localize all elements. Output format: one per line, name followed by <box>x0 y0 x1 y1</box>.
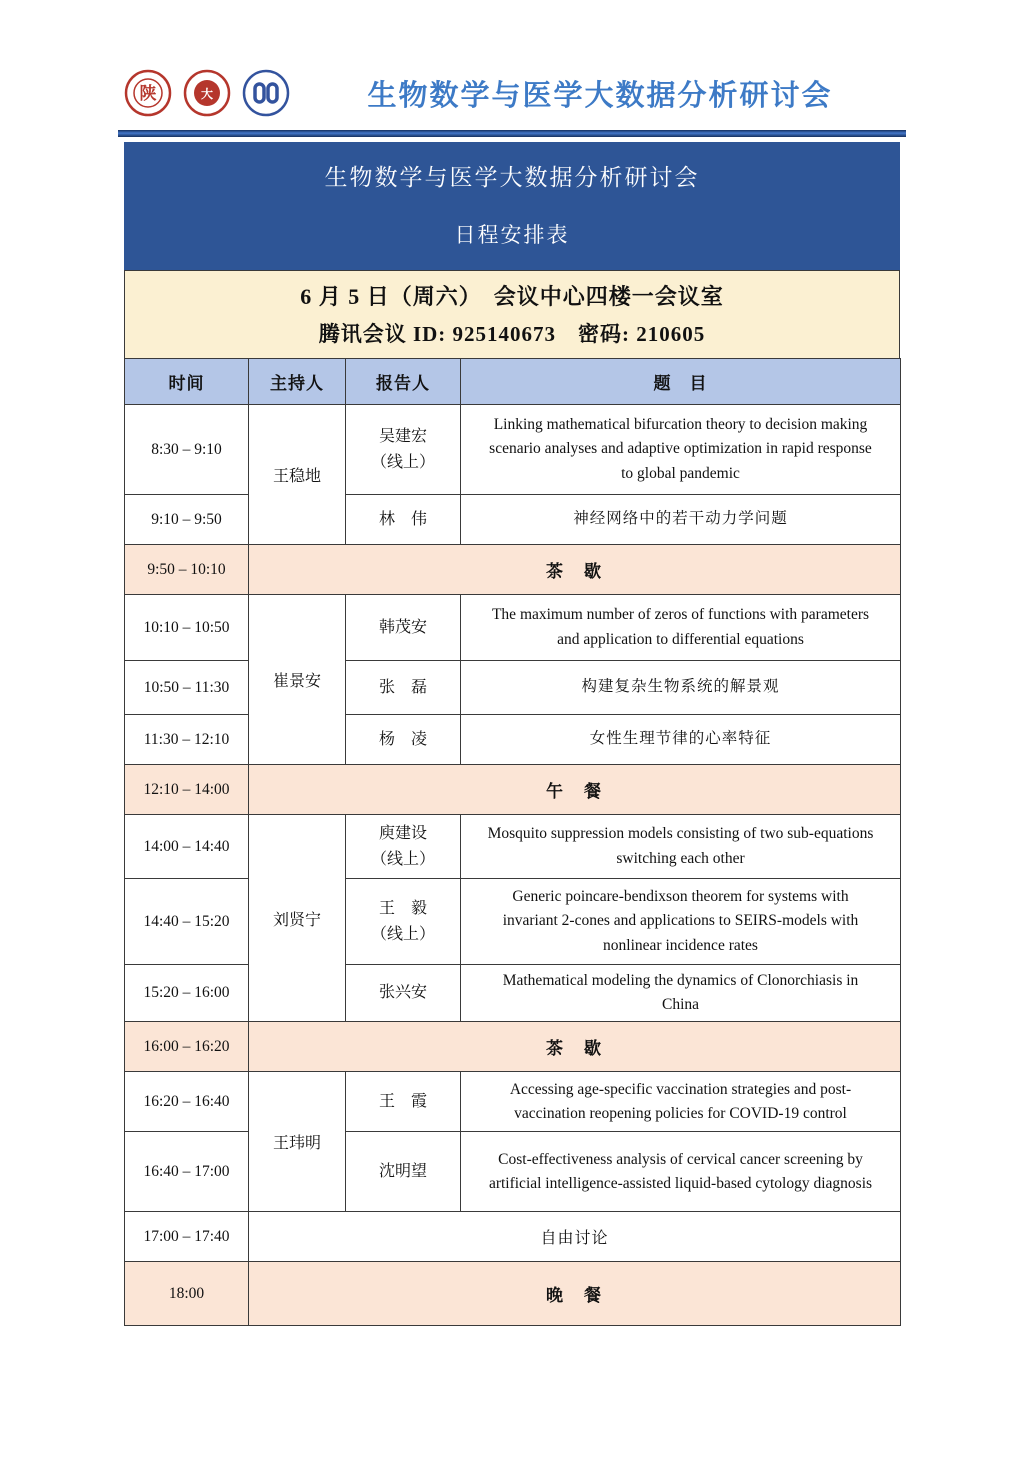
talk-title-cell: Linking mathematical bifurcation theory to decision making scenario analyses and adaptive optimization in rapid response to global pandemic <box>461 405 901 495</box>
speaker-name: 庾建设 <box>378 824 427 842</box>
speaker-note: （线上） <box>370 453 435 471</box>
speaker-note: （线上） <box>370 925 435 943</box>
talk-title-cell: 女性生理节律的心率特征 <box>461 715 901 765</box>
conference-banner <box>124 142 900 270</box>
col-header-time: 时间 <box>125 359 249 405</box>
schedule-row <box>125 495 901 545</box>
col-header-speaker: 报告人 <box>346 359 461 405</box>
break-label-cell: 午 餐 <box>249 765 901 815</box>
talk-title-cell: Generic poincare-bendixson theorem for systems with invariant 2-cones and applications to SEIRS-models with nonlinear incidence rates <box>461 879 901 965</box>
speaker-cell <box>346 715 461 765</box>
header-divider <box>118 130 906 137</box>
schedule-row <box>125 405 901 495</box>
break-row <box>125 545 901 595</box>
col-header-title: 题 目 <box>461 359 901 405</box>
moderator-cell: 刘贤宁 <box>249 815 346 1022</box>
schedule-row <box>125 815 901 879</box>
speaker-name: 张 磊 <box>378 678 427 696</box>
talk-title-cell: 神经网络中的若干动力学问题 <box>461 495 901 545</box>
break-row <box>125 765 901 815</box>
speaker-name: 沈明望 <box>378 1162 427 1180</box>
moderator-cell: 王玮明 <box>249 1072 346 1212</box>
schedule-row <box>125 879 901 965</box>
schedule-row <box>125 595 901 661</box>
speaker-cell <box>346 1072 461 1132</box>
speaker-cell <box>346 965 461 1022</box>
talk-title-cell: Cost-effectiveness analysis of cervical cancer screening by artificial intelligence-assisted liquid-based cytology diagnosis <box>461 1132 901 1212</box>
talk-title-cell: The maximum number of zeros of functions with parameters and application to differential equations <box>461 595 901 661</box>
speaker-name: 林 伟 <box>378 510 427 528</box>
speaker-name: 吴建宏 <box>378 427 427 445</box>
break-label-cell: 茶 歇 <box>249 545 901 595</box>
speaker-name: 张兴安 <box>378 984 427 1002</box>
speaker-cell <box>346 1132 461 1212</box>
talk-title-cell: Accessing age-specific vaccination strategies and post-vaccination reopening policies for COVID-19 control <box>461 1072 901 1132</box>
moderator-cell: 崔景安 <box>249 595 346 765</box>
time-cell: 9:50 – 10:10 <box>125 545 249 595</box>
time-cell: 16:40 – 17:00 <box>125 1132 249 1212</box>
schedule-row <box>125 1072 901 1132</box>
speaker-cell <box>346 495 461 545</box>
schedule-row <box>125 965 901 1022</box>
speaker-cell <box>346 879 461 965</box>
time-cell: 18:00 <box>125 1262 249 1326</box>
time-cell: 10:50 – 11:30 <box>125 661 249 715</box>
speaker-name: 杨 凌 <box>378 730 427 748</box>
discussion-row <box>125 1212 901 1262</box>
session-info-banner <box>124 270 900 358</box>
time-cell: 14:40 – 15:20 <box>125 879 249 965</box>
speaker-name: 王 毅 <box>378 899 427 917</box>
banner-subtitle: 日程安排表 <box>454 224 570 247</box>
time-cell: 10:10 – 10:50 <box>125 595 249 661</box>
svg-text:陕: 陕 <box>139 84 157 103</box>
schedule-row <box>125 1132 901 1212</box>
session-meeting-id: 腾讯会议 ID: 925140673 密码: 210605 <box>318 322 706 346</box>
break-row <box>125 1022 901 1072</box>
page-header <box>124 64 900 122</box>
schedule-table <box>124 358 901 1326</box>
schedule-row <box>125 715 901 765</box>
speaker-cell <box>346 405 461 495</box>
speaker-name: 王 霞 <box>378 1092 427 1110</box>
time-cell: 9:10 – 9:50 <box>125 495 249 545</box>
page-title: 生物数学与医学大数据分析研讨会 <box>367 79 833 112</box>
col-header-moderator: 主持人 <box>249 359 346 405</box>
moderator-cell: 王稳地 <box>249 405 346 545</box>
speaker-cell <box>346 661 461 715</box>
time-cell: 8:30 – 9:10 <box>125 405 249 495</box>
talk-title-cell: 构建复杂生物系统的解景观 <box>461 661 901 715</box>
university-logo-2-icon <box>183 69 231 117</box>
speaker-name: 韩茂安 <box>378 618 427 636</box>
schedule-row <box>125 661 901 715</box>
time-cell: 12:10 – 14:00 <box>125 765 249 815</box>
university-logo-1-icon <box>124 69 172 117</box>
time-cell: 16:00 – 16:20 <box>125 1022 249 1072</box>
speaker-note: （线上） <box>370 850 435 868</box>
time-cell: 15:20 – 16:00 <box>125 965 249 1022</box>
discussion-label-cell: 自由讨论 <box>249 1212 901 1262</box>
break-label-cell: 茶 歇 <box>249 1022 901 1072</box>
session-location: 6 月 5 日（周六） 会议中心四楼一会议室 <box>300 284 724 309</box>
time-cell: 14:00 – 14:40 <box>125 815 249 879</box>
university-logo-3-icon <box>242 69 290 117</box>
banner-title: 生物数学与医学大数据分析研讨会 <box>324 164 700 190</box>
time-cell: 11:30 – 12:10 <box>125 715 249 765</box>
svg-text:大: 大 <box>200 87 214 101</box>
speaker-cell <box>346 595 461 661</box>
talk-title-cell: Mathematical modeling the dynamics of Clonorchiasis in China <box>461 965 901 1022</box>
break-row <box>125 1262 901 1326</box>
time-cell: 16:20 – 16:40 <box>125 1072 249 1132</box>
talk-title-cell: Mosquito suppression models consisting of two sub-equations switching each other <box>461 815 901 879</box>
speaker-cell <box>346 815 461 879</box>
time-cell: 17:00 – 17:40 <box>125 1212 249 1262</box>
schedule-header-row <box>125 359 901 405</box>
break-label-cell: 晚 餐 <box>249 1262 901 1326</box>
logo-row <box>124 69 290 117</box>
